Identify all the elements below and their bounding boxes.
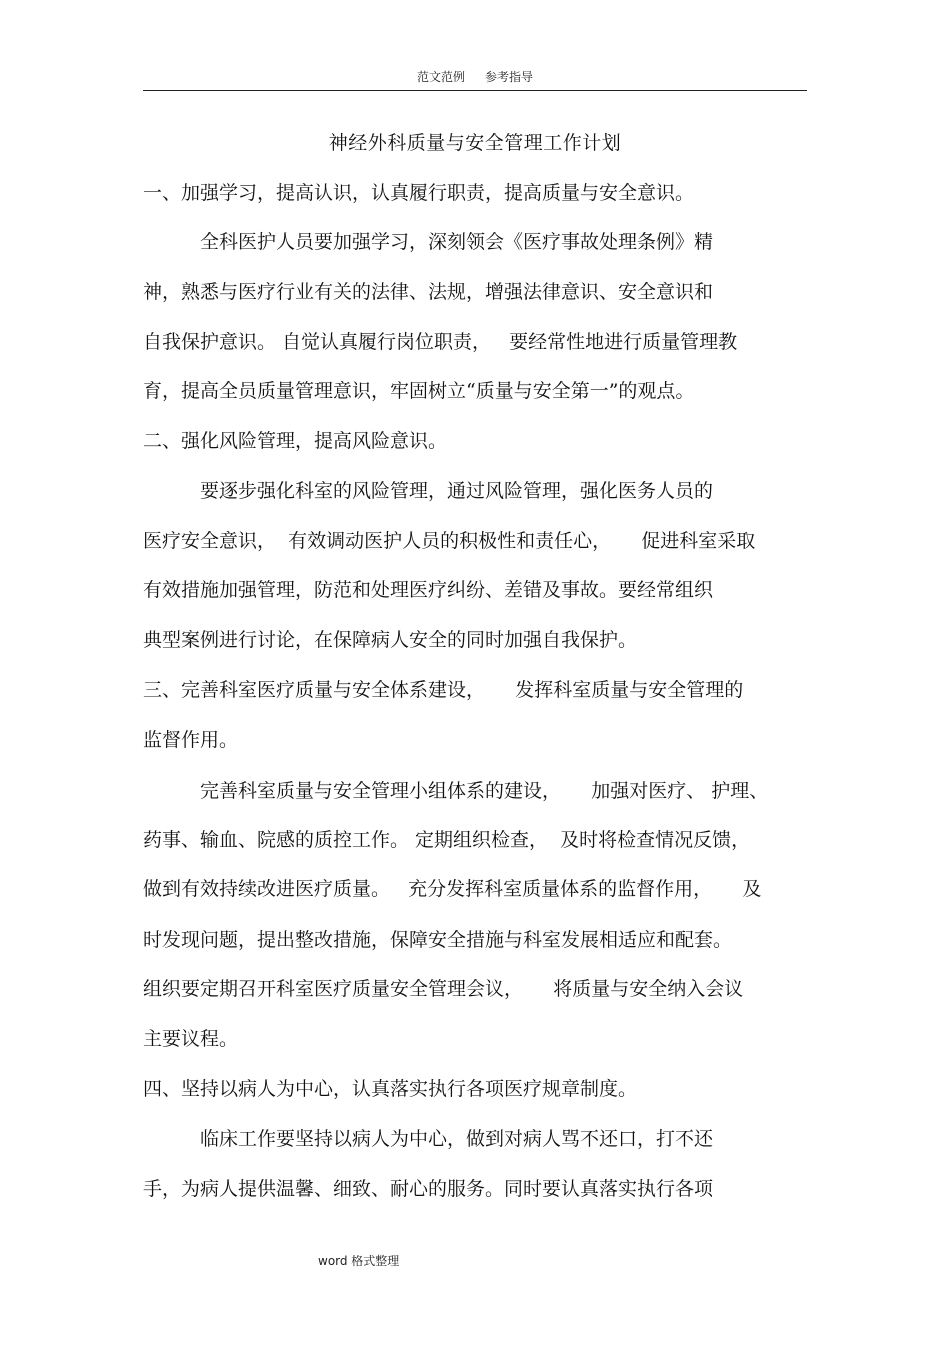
heading-4: 四、坚持以病人为中心，认真落实执行各项医疗规章制度。 [143, 1078, 638, 1100]
paragraph-line: 全科医护人员要加强学习，深刻领会《医疗事故处理条例》精 [200, 231, 714, 253]
paragraph-line: 临床工作要坚持以病人为中心，做到对病人骂不还口，打不还 [200, 1128, 714, 1150]
paragraph-line: 自我保护意识。 自觉认真履行岗位职责， 要经常性地进行质量管理教 [143, 331, 738, 353]
header-left-text: 范文范例 [416, 70, 465, 84]
paragraph-line: 育，提高全员质量管理意识，牢固树立“质量与安全第一”的观点。 [143, 380, 695, 402]
paragraph-line: 医疗安全意识， 有效调动医护人员的积极性和责任心， 促进科室采取 [143, 530, 756, 552]
page-footer: word 格式整理 [318, 1254, 400, 1268]
heading-1: 一、加强学习，提高认识，认真履行职责，提高质量与安全意识。 [143, 182, 695, 204]
document-title: 神经外科质量与安全管理工作计划 [328, 132, 622, 154]
paragraph-line: 组织要定期召开科室医疗质量安全管理会议， 将质量与安全纳入会议 [143, 978, 744, 1000]
header-right-text: 参考指导 [485, 70, 534, 84]
paragraph-line: 有效措施加强管理，防范和处理医疗纠纷、差错及事故。要经常组织 [143, 579, 714, 601]
paragraph-line: 做到有效持续改进医疗质量。 充分发挥科室质量体系的监督作用， 及 [143, 878, 762, 900]
heading-3: 三、完善科室医疗质量与安全体系建设， 发挥科室质量与安全管理的 [143, 679, 744, 701]
paragraph-line: 主要议程。 [143, 1028, 239, 1050]
heading-3-continued: 监督作用。 [143, 729, 239, 751]
paragraph-line: 手，为病人提供温馨、细致、耐心的服务。同时要认真落实执行各项 [143, 1178, 714, 1200]
paragraph-line: 要逐步强化科室的风险管理，通过风险管理，强化医务人员的 [200, 480, 714, 502]
heading-2: 二、强化风险管理，提高风险意识。 [143, 430, 448, 452]
paragraph-line: 神，熟悉与医疗行业有关的法律、法规，增强法律意识、安全意识和 [143, 281, 714, 303]
paragraph-line: 药事、输血、院感的质控工作。 定期组织检查， 及时将检查情况反馈， [143, 829, 751, 851]
paragraph-line: 典型案例进行讨论，在保障病人安全的同时加强自我保护。 [143, 629, 638, 651]
paragraph-line: 完善科室质量与安全管理小组体系的建设， 加强对医疗、 护理、 [200, 780, 769, 802]
page-header [143, 68, 807, 91]
paragraph-line: 时发现问题，提出整改措施，保障安全措施与科室发展相适应和配套。 [143, 929, 733, 951]
